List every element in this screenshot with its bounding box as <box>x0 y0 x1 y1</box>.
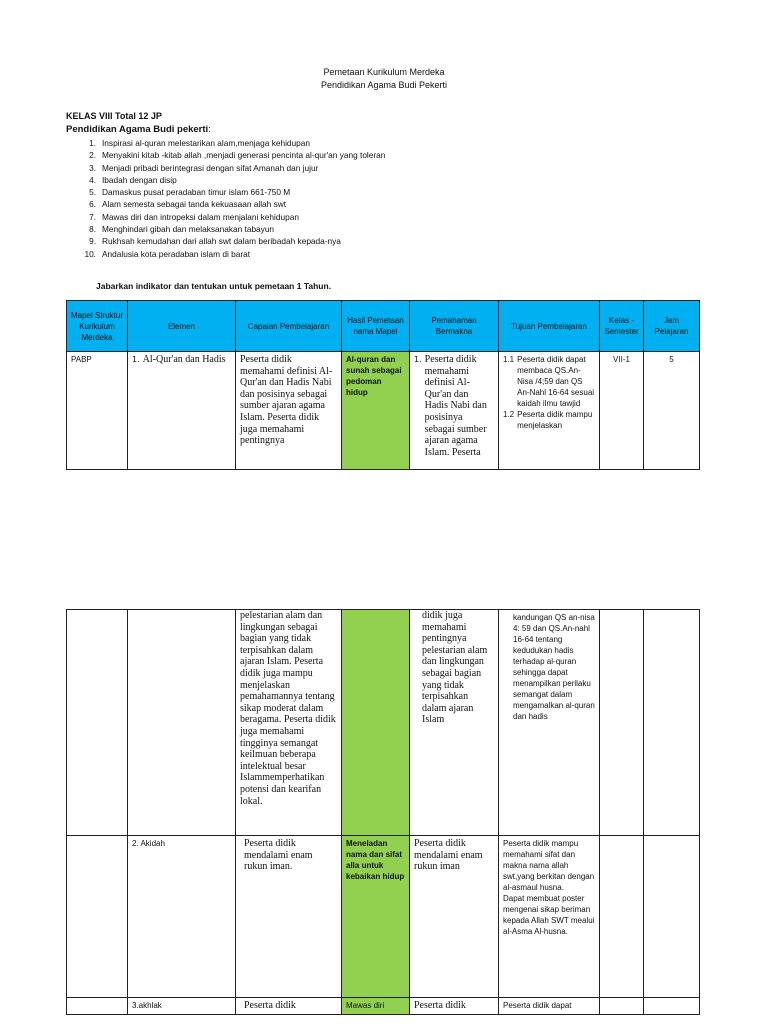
header-kelas: Kelas - Semester <box>600 301 644 352</box>
topic-number: 8. <box>89 224 96 235</box>
curriculum-table <box>66 300 700 470</box>
tujuan-text: Dapat membuat poster mengenai sikap beriman kepada Allah SWT mealui al-Asma Al-husna. <box>503 894 595 936</box>
header-pemahaman: Pemahaman Bermakna <box>410 301 499 352</box>
pemahaman-cell <box>410 352 499 470</box>
capaian-cell: Peserta didik memahami definisi Al-Qur'an dan Hadis Nabi dan posisinya sebagai sumber ajaran agama Islam. Peserta didik juga memahami pentingnya <box>236 352 342 470</box>
tujuan-text: Peserta didik dapat membaca QS.An-Nisa /4;59 dan QS An-Nahl 16-64 sesuai kaidah ilmu tawjid <box>517 355 595 408</box>
topic-text: Rukhsah kemudahan dari allah swt dalam beribadah kepada-nya <box>102 236 341 247</box>
subject-label: Pendidikan Agama Budi pekerti <box>66 124 209 135</box>
topic-text: Menghindari gibah dan melaksanakan tabayun <box>102 224 275 235</box>
instruction-text: Jabarkan indikator dan tentukan untuk pemetaan 1 Tahun. <box>96 281 332 291</box>
kelas-cell: VII-1 <box>600 352 644 470</box>
topic-number: 5. <box>89 187 96 198</box>
topic-text: Ibadah dengan disip <box>102 174 177 185</box>
pemahaman-text: Peserta didik memahami definisi Al-Qur'an dan Hadis Nabi dan posisinya sebagai sumber ajaran agama Islam. Peserta <box>424 354 487 458</box>
tujuan-number: 1.2 <box>503 410 515 419</box>
topic-text: Alam semesta sebagai tanda kekuasaan allah swt <box>102 199 287 210</box>
list-item <box>66 186 385 198</box>
topic-text: Andalusia kota peradaban islam di barat <box>102 248 251 259</box>
subject-colon: : <box>208 124 211 135</box>
kelas-cell <box>600 998 644 1015</box>
tujuan-number: 1.1 <box>503 355 515 364</box>
hasil-cell: Al-quran dan sunah sebagai pedoman hidup <box>342 352 410 470</box>
tujuan-cell <box>499 836 600 998</box>
document-header <box>0 66 768 92</box>
tujuan-text: Peserta didik mampu menjelaskan <box>517 410 593 430</box>
header-mapel: Mapel Struktur Kurikulum Merdeka <box>67 301 128 352</box>
list-item <box>66 198 385 210</box>
topic-number: 9. <box>89 236 96 247</box>
header-capaian: Capaian Pembelajaran <box>236 301 342 352</box>
kelas-cell <box>600 610 644 836</box>
list-item <box>66 248 385 260</box>
header-elemen: Elemen <box>128 301 236 352</box>
topic-text: Menyakini kitab -kitab allah ,menjadi generasi pencinta al-qur'an yang toleran <box>102 150 386 161</box>
jam-cell <box>644 998 700 1015</box>
list-item <box>66 162 385 174</box>
elemen-text: Al-Qur'an dan Hadis <box>142 354 226 365</box>
jam-cell: 5 <box>644 352 700 470</box>
list-item <box>66 149 385 161</box>
elemen-cell: 3.akhlak <box>128 998 236 1015</box>
elemen-cell <box>128 352 236 470</box>
table-row <box>67 998 700 1015</box>
hasil-cell: Mawas diri <box>342 998 410 1015</box>
table-row <box>67 836 700 998</box>
elemen-cell <box>128 610 236 836</box>
mapel-cell <box>67 998 128 1015</box>
capaian-cell: pelestarian alam dan lingkungan sebagai bagian yang tidak terpisahkan dalam ajaran Islam. Peserta didik juga mampu menjelaskan pemahamannya tentang sikap moderat dalam beragama. Peserta didik juga memahami tingginya semangat keilmuan beberapa intelektual besar Islammemperhatikan potensi dan kearifan lokal. <box>236 610 342 836</box>
tujuan-cell <box>499 352 600 470</box>
topic-number: 7. <box>89 211 96 222</box>
elemen-number: 1. <box>132 355 140 364</box>
topic-text: Inspirasi al-quran melestarikan alam,menjaga kehidupan <box>102 138 310 148</box>
list-item <box>66 211 385 223</box>
table-header-row <box>67 301 700 352</box>
topic-list <box>66 137 385 260</box>
header-hasil: Hasil Pemetaan nama Mapel <box>342 301 410 352</box>
topic-number: 4. <box>89 174 96 185</box>
topic-text: Menjadi pribadi berintegrasi dengan sifat Amanah dan jujur <box>102 162 319 173</box>
list-item <box>66 223 385 235</box>
hasil-cell <box>342 610 410 836</box>
list-item <box>66 174 385 186</box>
mapel-cell: PABP <box>67 352 128 470</box>
document-subtitle: Pendidikan Agama Budi Pekerti <box>320 80 448 90</box>
header-jam: Jam Pelajaran <box>644 301 700 352</box>
capaian-cell: Peserta didik <box>236 998 342 1015</box>
tujuan-cell: kandungan QS an-nisa 4: 59 dan QS.An-nahl 16-64 tentang kedudukan hadis terhadap al-quran sehingga dapat menampilkan perilaku semangat dalam mengamalkan al-quran dan hadis <box>499 610 600 836</box>
topic-number: 3. <box>89 162 96 173</box>
pemahaman-cell: Peserta didik <box>410 998 499 1015</box>
pemahaman-cell: Peserta didik mendalami enam rukun iman <box>410 836 499 998</box>
topic-text: Damaskus pusat peradaban timur islam 661-750 M <box>102 187 291 198</box>
mapel-cell <box>67 836 128 998</box>
table-row <box>67 352 700 470</box>
topic-number: 10. <box>84 248 96 259</box>
jam-cell <box>644 610 700 836</box>
hasil-cell: Meneladan nama dan sifat alla untuk kebaikan hidup <box>342 836 410 998</box>
mapel-cell <box>67 610 128 836</box>
list-item <box>66 235 385 247</box>
pemahaman-cell: didik juga memahami pentingnya pelestarian alam dan lingkungan sebagai bagian yang tidak terpisahkan dalam ajaran Islam <box>410 610 499 836</box>
topic-number: 1. <box>89 138 96 148</box>
elemen-cell: 2. Akidah <box>128 836 236 998</box>
subject-line <box>66 124 211 136</box>
topic-number: 6. <box>89 199 96 210</box>
tujuan-text: Peserta didik mampu memahami sifat dan makna nama allah swt,yang berkitan dengan al-asmaul husna. <box>503 839 595 892</box>
curriculum-table-continued <box>66 609 700 1015</box>
topic-number: 2. <box>89 150 96 161</box>
header-tujuan: Tujuan Pembelajaran <box>499 301 600 352</box>
topic-text: Mawas diri dan intropeksi dalam menjalani kehidupan <box>102 211 299 222</box>
table-row <box>67 610 700 836</box>
pemahaman-number: 1. <box>414 355 422 364</box>
kelas-cell <box>600 836 644 998</box>
list-item <box>66 137 385 149</box>
class-title: KELAS VIII Total 12 JP <box>66 111 162 121</box>
document-title: Pemetaan Kurikulum Merdeka <box>323 67 445 77</box>
tujuan-cell: Peserta didik dapat <box>499 998 600 1015</box>
jam-cell <box>644 836 700 998</box>
capaian-cell: Peserta didik mendalami enam rukun iman. <box>236 836 342 998</box>
